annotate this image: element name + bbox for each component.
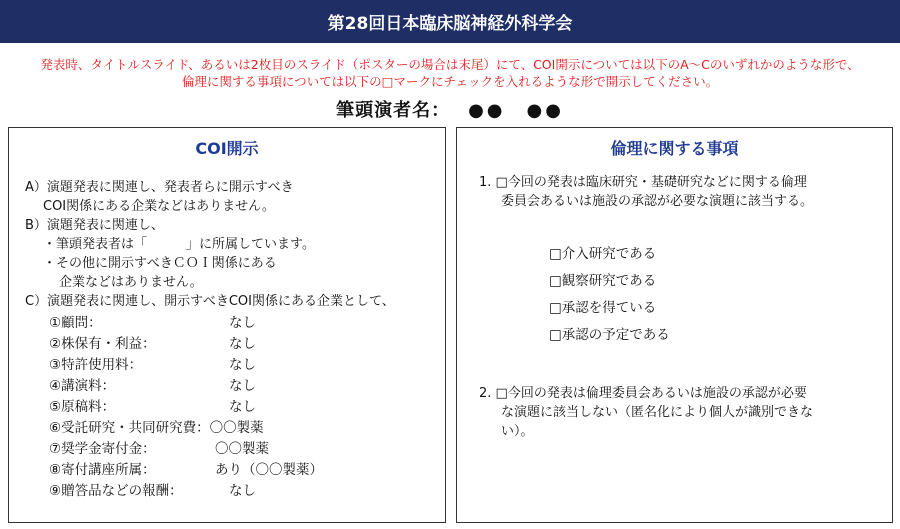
ethics-title: 倫理に関する事項 (610, 139, 739, 158)
coi-item-row (25, 313, 395, 334)
coi-item-value: あり（〇〇製薬） (215, 462, 323, 478)
coi-item-label: ④講演料： (49, 378, 116, 394)
coi-a-line-2: COI関係にある企業などはありません。 (43, 199, 275, 214)
instructions (0, 56, 900, 90)
coi-item-row (25, 418, 395, 439)
coi-item-value: なし (229, 315, 256, 331)
checkbox-approved[interactable]: □承認を得ている (549, 300, 657, 316)
coi-body (25, 178, 395, 502)
coi-item-value: 〇〇製薬 (215, 441, 269, 457)
ethics-body (479, 173, 813, 441)
coi-item-value: なし (229, 483, 256, 499)
coi-item-label: ⑥受託研究・共同研究費： (49, 420, 210, 436)
coi-item-label: ③特許使用料： (49, 357, 143, 373)
conference-title: 第28回日本臨床脳神経外科学会 (327, 14, 573, 34)
coi-b-line-1: B）演題発表に関連し、 (25, 218, 164, 233)
coi-item-label: ⑦奨学金寄付金： (49, 441, 156, 457)
coi-item-row (25, 334, 395, 355)
presenter-name: ●● ●● (468, 100, 564, 121)
coi-b-line-2: ・筆頭発表者は「 」に所属しています。 (43, 237, 315, 252)
ethics-q2-line-2: な演題に該当しない（匿名化により個人が識別できな (501, 405, 814, 420)
coi-panel (8, 127, 446, 523)
coi-item-row (25, 439, 395, 460)
ethics-panel (456, 127, 893, 523)
coi-item-row (25, 460, 395, 481)
coi-item-label: ①顧問： (49, 315, 102, 331)
ethics-q1-line-2: 委員会あるいは施設の承認が必要な演題に該当する。 (501, 194, 814, 209)
ethics-q2-line-3: い）。 (501, 424, 534, 439)
coi-item-label: ⑨贈答品などの報酬： (49, 483, 183, 499)
coi-c-line-1: C）演題発表に関連し、開示すべきCOI関係にある企業として、 (25, 294, 395, 309)
coi-item-label: ⑤原稿料： (49, 399, 116, 415)
checkbox-approval-planned[interactable]: □承認の予定である (549, 327, 670, 343)
coi-item-row (25, 355, 395, 376)
ethics-q1-line-1: 1. □今回の発表は臨床研究・基礎研究などに関する倫理 (479, 175, 807, 190)
checkbox-observational-study[interactable]: □観察研究である (549, 273, 657, 289)
ethics-q2-line-1: 2. □今回の発表は倫理委員会あるいは施設の承認が必要 (479, 386, 807, 401)
coi-item-row (25, 376, 395, 397)
coi-item-value: なし (229, 336, 256, 352)
coi-title: COI開示 (195, 139, 259, 158)
coi-item-row (25, 481, 395, 502)
checkbox-intervention-study[interactable]: □介入研究である (549, 246, 657, 262)
coi-item-label: ②株保有・利益： (49, 336, 156, 352)
coi-item-value: なし (229, 378, 256, 394)
instruction-line-2: 倫理に関する事項については以下の□マークにチェックを入れるような形で開示してください。 (181, 74, 719, 89)
header-bar (0, 0, 900, 43)
coi-item-value: なし (229, 399, 256, 415)
presenter-line (0, 96, 900, 122)
coi-b-line-4: 企業などはありません。 (59, 275, 203, 290)
coi-item-label: ⑧寄付講座所属： (49, 462, 156, 478)
ethics-q2 (479, 384, 813, 441)
coi-item-value: なし (229, 357, 256, 373)
presenter-label: 筆頭演者名： (336, 100, 451, 121)
coi-b-line-3: ・その他に開示すべきＣＯＩ関係にある (43, 256, 277, 271)
instruction-line-1: 発表時、タイトルスライド、あるいは2枚目のスライド（ポスターの場合は末尾）にて、COI開示については以下のA～Cのいずれかのような形で、 (40, 57, 860, 72)
ethics-checklist (479, 241, 813, 349)
coi-a-line-1: A）演題発表に関連し、発表者らに開示すべき (25, 180, 294, 195)
coi-item-value: 〇〇製薬 (209, 420, 264, 436)
coi-items-table (25, 313, 395, 502)
coi-item-row (25, 397, 395, 418)
